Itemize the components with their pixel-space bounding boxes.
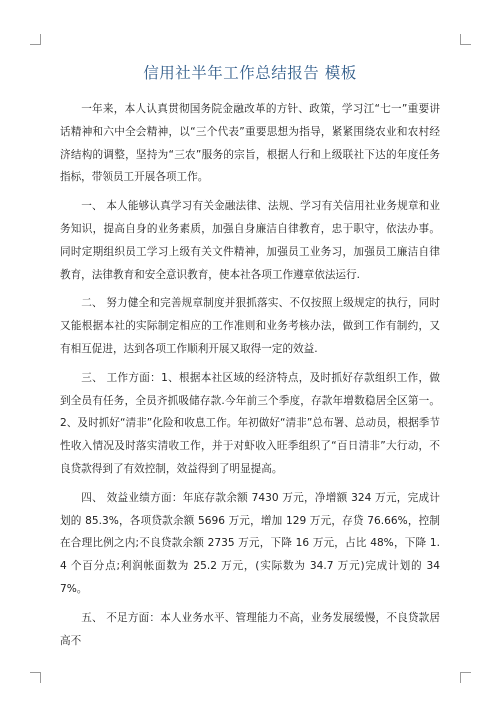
- crop-mark-top-left: [30, 34, 41, 45]
- crop-mark-bottom-right: [460, 672, 471, 683]
- paragraph-work: 三、 工作方面：1、根据本社区域的经济特点，及时抓好存款组织工作，做到全员有任务，全员齐抓吸储存款.今年前三个季度，存款年增数稳居全区第一。2、及时抓好“清非”化险和收息工作。年初做好“清非”总布署、总动员，根据季节性收入情况及时落实清收工作，并于对虾收入旺季组织了“百日清非”大行动，不良贷款得到了有效控制，效益得到了明显提高。: [60, 371, 440, 475]
- crop-mark-top-right: [460, 34, 471, 45]
- paragraph-performance: 四、 效益业绩方面：年底存款余额 7430 万元，净增额 324 万元，完成计划的 85.3%，各项贷款余额 5696 万元，增加 129 万元，存贷 76.66%，控制在合理比例之内;不良贷款余额 2735 万元，下降 16 万元，占比 48%，下降 1.4 个百分点;利润帐面数为 25.2 万元，(实际数为 34.7 万元)完成计划的 347%。: [60, 491, 440, 595]
- document-title: 信用社半年工作总结报告 模板: [143, 64, 357, 82]
- paragraph-shortcomings: 五、 不足方面：本人业务水平、管理能力不高，业务发展缓慢，不良贷款居高不: [60, 611, 440, 647]
- paragraph-study: 一、 本人能够认真学习有关金融法律、法规、学习有关信用社业务规章和业务知识，提高自身的业务素质，加强自身廉洁自律教育，忠于职守，依法办事。同时定期组织员工学习上级有关文件精神，加强员工业务习，加强员工廉洁自律教育，法律教育和安全意识教育，使本社各项工作遵章依法运行.: [60, 200, 440, 281]
- document-body: [60, 98, 440, 658]
- crop-mark-bottom-left: [30, 672, 41, 683]
- paragraph-intro: 一年来，本人认真贯彻国务院金融改革的方针、政策，学习江“七一”重要讲话精神和六中全会精神，以“三个代表”重要思想为指导，紧紧围绕农业和农村经济结构的调整，坚持为“三农”服务的宗旨，根据人行和上级联社下达的年度任务指标，带领员工开展各项工作。: [60, 103, 440, 184]
- paragraph-rules: 二、 努力健全和完善规章制度并狠抓落实、不仅按照上级规定的执行，同时又能根据本社的实际制定相应的工作准则和业务考核办法，做到工作有制约，又有相互促进，达到各项工作顺利开展又取得一定的效益.: [60, 297, 440, 355]
